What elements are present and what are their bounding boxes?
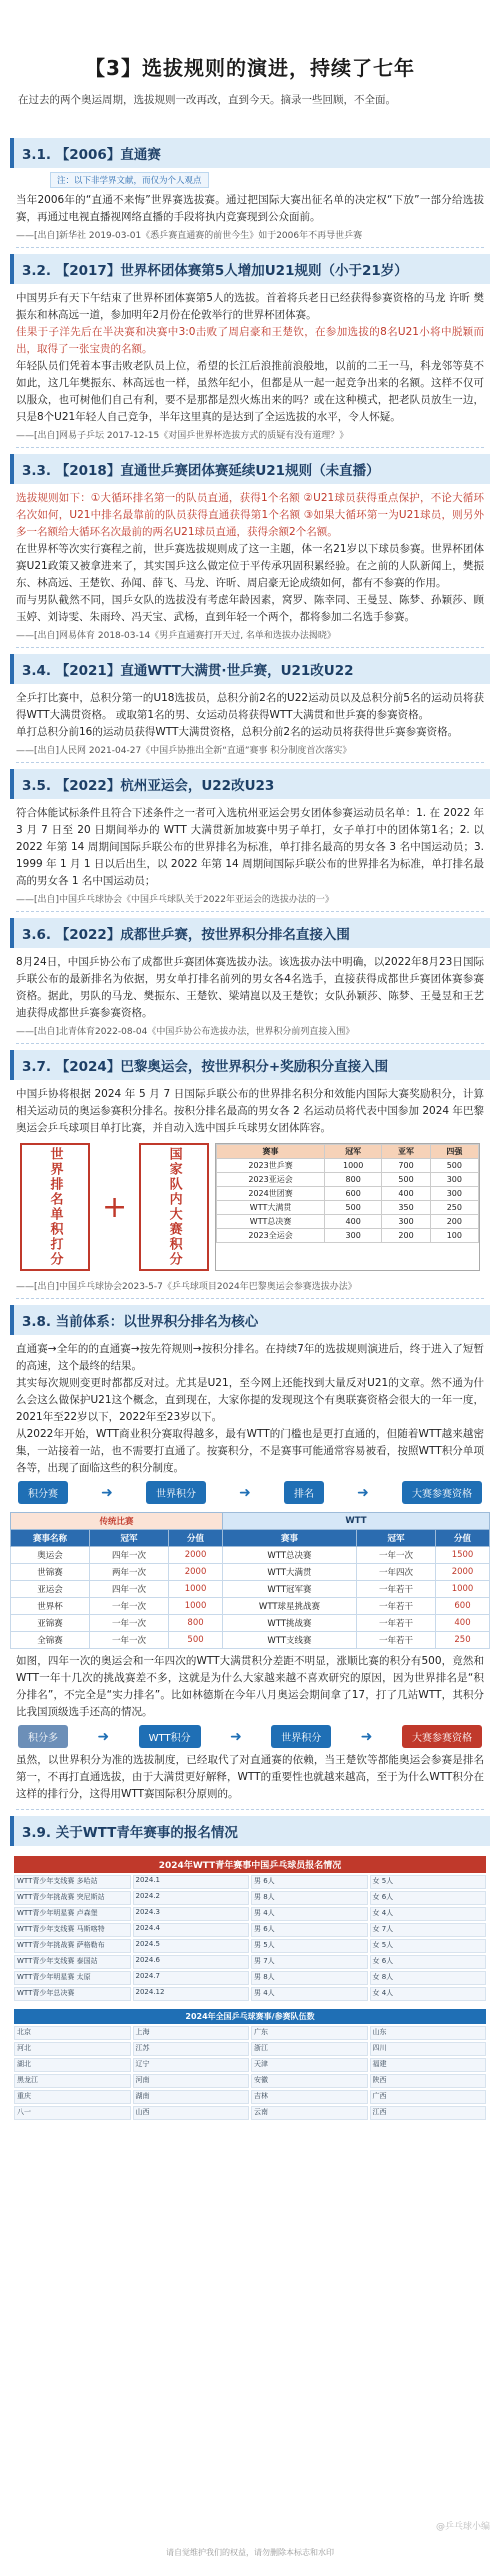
- arrow-right-icon: ➜: [101, 1484, 113, 1501]
- table-row: [11, 1615, 490, 1632]
- table-title: 2024年全国乒乓球赛事/参赛队伍数: [14, 2009, 486, 2024]
- table-row: [217, 1215, 479, 1229]
- flow-step: WTT积分: [139, 1725, 201, 1748]
- plus-icon: +: [102, 1189, 128, 1225]
- table-cell: 一年一次: [90, 1598, 169, 1615]
- footer-text: 请自觉维护我们的权益，请勿删除本标志和水印: [166, 2548, 334, 2557]
- section-3-1: [10, 138, 490, 241]
- table-cell: 一年若干: [356, 1632, 435, 1649]
- table-cell: 800: [324, 1173, 381, 1187]
- table-cell: 女 5人: [370, 1875, 487, 1889]
- table-cell: 女 7人: [370, 1923, 487, 1937]
- table-cell: WTT总决赛: [223, 1547, 357, 1564]
- intro-text: 在过去的两个奥运周期，选拔规则一改再改，直到今天。摘录一些回顾，不全面。: [18, 94, 396, 106]
- world-ranking-box: 世界排名单积打分: [20, 1143, 90, 1271]
- table-cell: 广西: [370, 2090, 487, 2104]
- selection-diagram: [10, 1137, 490, 1277]
- source-citation: ——[出自]人民网 2021-04-27《中国乒协推出全新“直通”赛事 积分制度首次落实》: [16, 746, 352, 756]
- table-row: [11, 1598, 490, 1615]
- divider: [16, 1043, 484, 1044]
- flow-step: 积分多: [18, 1725, 68, 1748]
- divider: [16, 247, 484, 248]
- table-cell: 600: [436, 1598, 490, 1615]
- source-citation: ——[出自]中国乒乓球协会《中国乒乓球队关于2022年亚运会的选拔办法的一》: [16, 895, 334, 905]
- table-cell: 2024.2: [133, 1891, 250, 1905]
- section-heading: 3.5. 【2022】杭州亚运会，U22改U23: [10, 769, 490, 799]
- paragraph: 其实每次规则变更时都都反对过。尤其是U21，至今网上还能找到大量反对U21的文章。然不通为什么会这么做保护U21这个概念，直到现在，大家你提的发现现这个有奥联赛资格会很大的一年一度，2021年至22岁以下，2022年至23岁以下。: [16, 1377, 484, 1423]
- table-cell: 250: [430, 1201, 478, 1215]
- table-cell: 2024.1: [133, 1875, 250, 1889]
- table-cell: 1000: [436, 1581, 490, 1598]
- table-cell: 一年若干: [356, 1598, 435, 1615]
- arrow-right-icon: ➜: [239, 1484, 251, 1501]
- table-cell: 云南: [251, 2106, 368, 2120]
- table-cell: 250: [436, 1632, 490, 1649]
- table-cell: 男 8人: [251, 1891, 368, 1905]
- table-cell: WTT支线赛: [223, 1632, 357, 1649]
- table-row: [11, 1632, 490, 1649]
- table-row: [217, 1229, 479, 1243]
- table-cell: 男 6人: [251, 1875, 368, 1889]
- table-cell: 福建: [370, 2058, 487, 2072]
- table-cell: 300: [382, 1215, 430, 1229]
- divider: [16, 1298, 484, 1299]
- table-cell: WTT大满贯: [217, 1201, 325, 1215]
- domestic-points-box: 国家队内大赛积分: [139, 1143, 209, 1271]
- flow-step: 大赛参赛资格: [402, 1481, 482, 1504]
- table-cell: 1000: [169, 1598, 223, 1615]
- paragraph: 从2022年开始，WTT商业积分赛取得越多，最有WTT的门槛也是更打直通的，但随着WTT越来越密集，一站接着一站，也不需要打直通了。按赛积分，不是赛事可能通常容易被看，按照WTT积分单项各等，出现了面临这些的积分制度。: [16, 1428, 484, 1474]
- table-row: [11, 1547, 490, 1564]
- table-cell: 一年一次: [356, 1547, 435, 1564]
- table-cell: 1000: [324, 1159, 381, 1173]
- paragraph-highlight: 佳果于子洋先后在半决赛和决赛中3:0击败了周启豪和王楚钦，在参加选拔的8名U21小将中脱颖而出，取得了一张宝贵的名额。: [16, 326, 484, 355]
- section-heading: 3.1. 【2006】直通赛: [10, 138, 490, 168]
- table-cell: 一年若干: [356, 1615, 435, 1632]
- table-cell: 广东: [251, 2026, 368, 2040]
- paragraph: 年轻队员们凭着本事击败老队员上位，希望的长江后浪推前浪般地，以前的二王一马，科龙邻等莫不如此，这几年樊振东、林高远也一样，虽然年纪小，但都是从一起一起竞争出来的名额。这样不仅可以服众，也可树他们自己有利，要不是那都是烈火炼出来的吗？或在这种模式，把老队员放生一边，只是8个U21年轻人自己竞争，半年这里真的是达到了全运选拔的水平，令人怀疑。: [16, 360, 484, 423]
- section-3-2: [10, 254, 490, 441]
- flow-step: 世界积分: [271, 1725, 331, 1748]
- table-cell: 2000: [169, 1564, 223, 1581]
- table-cell: 黑龙江: [14, 2074, 131, 2088]
- table-cell: 500: [324, 1201, 381, 1215]
- section-3-8: [10, 1305, 490, 1803]
- paragraph: 如图，四年一次的奥运会和一年四次的WTT大满贯积分差距不明显，涨顺比赛的积分有500，竟然和WTT一年十几次的挑战赛差不多，这就是为什么大家越来越不喜欢研究的原因，因为世界排名是“积分排名”，不完全是“实力排名”。比如林德斯在今年八月奥运会期间拿了17，打了几站WTT，其积分比我国顶级选手还高的情况。: [16, 1655, 484, 1718]
- table-cell: 辽宁: [133, 2058, 250, 2072]
- table-cell: 300: [430, 1173, 478, 1187]
- table-cell: WTT青少年挑战赛 萨格勒布: [14, 1939, 131, 1953]
- table-cell: 2024.6: [133, 1955, 250, 1969]
- table-cell: 700: [382, 1159, 430, 1173]
- table-row: [217, 1173, 479, 1187]
- table-cell: WTT青少年总决赛: [14, 1987, 131, 2001]
- paragraph: 符合体能试标条件且符合下述条件之一者可入选杭州亚运会男女团体参赛运动员名单：1. 在 2022 年 3 月 7 日至 20 日期间举办的 WTT 大满贯新加坡赛中男子单打，女子单打中的团体第1名；2. 以 2022 年第 14 周期间国际乒联公布的世界排名为标准，单打排名最高的男女各 3 名中国运动员；3. 1999 年 1 月 1 日以后出生，以 2022 年第 14 周期间国际乒联公布的世界排名为标准，单打排名最高的男女各 1 名中国运动员；: [16, 807, 484, 887]
- table-cell: 男 5人: [251, 1939, 368, 1953]
- section-heading: 3.3. 【2018】直通世乒赛团体赛延续U21规则（未直播）: [10, 454, 490, 484]
- bonus-points-table: [215, 1143, 480, 1271]
- table-cell: 600: [324, 1187, 381, 1201]
- column-header: 冠军: [90, 1530, 169, 1547]
- paragraph: 直通赛→全年的的直通赛→按先符规则→按积分排名。在持续7年的选拔规则演进后，终于进入了短暂的高速，这个最终的结果。: [16, 1343, 484, 1372]
- table-cell: 山东: [370, 2026, 487, 2040]
- section-3-6: [10, 918, 490, 1037]
- table-cell: WTT冠军赛: [223, 1581, 357, 1598]
- table-cell: 1500: [436, 1547, 490, 1564]
- table-cell: 河南: [133, 2074, 250, 2088]
- table-cell: 2000: [436, 1564, 490, 1581]
- paragraph: 在世界杯等次实行赛程之前，世乒赛选拔规则成了这一主题，体一名21岁以下球员参赛。世界杯团体赛U21政策又被拿进来了，其实国乒这么做定位于平传承巩固积累经验。在之前的人队新闻上，樊振东、林高远、王楚钦、孙闻、薛飞、马龙、许昕、周启豪无论成绩如何，都有不参赛的作用。: [16, 543, 484, 589]
- table-cell: WTT青少年支线赛 泰国站: [14, 1955, 131, 1969]
- table-cell: WTT青少年支线赛 马斯喀特: [14, 1923, 131, 1937]
- source-citation: ——[出自]北青体育2022-08-04《中国乒协公布选拔办法，世界积分前列直接入围》: [16, 1027, 355, 1037]
- table-cell: 江苏: [133, 2042, 250, 2056]
- table-cell: WTT球星挑战赛: [223, 1598, 357, 1615]
- table-cell: 一年若干: [356, 1581, 435, 1598]
- table-cell: WTT青少年明星赛 卢森堡: [14, 1907, 131, 1921]
- column-header: 赛事: [223, 1530, 357, 1547]
- table-cell: 天津: [251, 2058, 368, 2072]
- table-cell: 河北: [14, 2042, 131, 2056]
- flow-step: 积分赛: [18, 1481, 68, 1504]
- table-cell: 一年一次: [90, 1632, 169, 1649]
- column-header: 冠军: [356, 1530, 435, 1547]
- divider: [16, 647, 484, 648]
- wtt-province-table: [10, 2005, 490, 2124]
- table-cell: 1000: [169, 1581, 223, 1598]
- table-cell: 两年一次: [90, 1564, 169, 1581]
- source-citation: ——[出自]网易体育 2018-03-14《男乒直通赛打开天过, 名单和选拔办法揭晓》: [16, 631, 336, 641]
- table-cell: WTT大满贯: [223, 1564, 357, 1581]
- table-cell: 奥运会: [11, 1547, 90, 1564]
- table-cell: 重庆: [14, 2090, 131, 2104]
- table-cell: 女 5人: [370, 1939, 487, 1953]
- table-cell: 湖北: [14, 2058, 131, 2072]
- divider: [16, 762, 484, 763]
- table-row: [11, 1564, 490, 1581]
- table-cell: WTT青少年明星赛 太原: [14, 1971, 131, 1985]
- paragraph: 虽然，以世界积分为准的选拔制度，已经取代了对直通赛的依赖，当王楚钦等都能奥运会参赛是排名第一，不再打直通选拔，由于大满贯更好解释，WTT的重要性也就越来越高，至于为什么WTT积分在这样的排行分，这得用WTT赛国际积分原则的。: [16, 1754, 484, 1800]
- table-cell: 500: [430, 1159, 478, 1173]
- table-cell: 2000: [169, 1547, 223, 1564]
- table-cell: 男 8人: [251, 1971, 368, 1985]
- table-cell: 女 4人: [370, 1987, 487, 2001]
- note-tag: 注：以下非学界文献，而仅为个人观点: [50, 172, 209, 188]
- table-cell: 2024.5: [133, 1939, 250, 1953]
- table-cell: 2023世乒赛: [217, 1159, 325, 1173]
- section-heading: 3.9. 关于WTT青年赛事的报名情况: [10, 1816, 490, 1846]
- table-cell: 八一: [14, 2106, 131, 2120]
- table-cell: WTT青少年挑战赛 突尼斯站: [14, 1891, 131, 1905]
- table-cell: 陕西: [370, 2074, 487, 2088]
- table-cell: 女 4人: [370, 1907, 487, 1921]
- group-header: WTT: [223, 1513, 490, 1530]
- table-cell: 男 4人: [251, 1907, 368, 1921]
- table-cell: 200: [430, 1215, 478, 1229]
- table-cell: 2023亚运会: [217, 1173, 325, 1187]
- table-cell: 2024.7: [133, 1971, 250, 1985]
- table-cell: 300: [324, 1229, 381, 1243]
- paragraph: 而与男队截然不同，国乒女队的选拔没有考虑年龄因素，窝罗、陈幸同、王曼昱、陈梦、孙颖莎、顾玉婷、刘诗雯、朱雨玲、冯天宝、武杨，直到年轻一个两个，都将参加二名选手参赛。: [16, 594, 484, 623]
- column-header: 赛事名称: [11, 1530, 90, 1547]
- table-cell: 400: [324, 1215, 381, 1229]
- table-cell: 男 4人: [251, 1987, 368, 2001]
- section-heading: 3.8. 当前体系：以世界积分排名为核心: [10, 1305, 490, 1335]
- table-cell: 全锦赛: [11, 1632, 90, 1649]
- table-row: [217, 1201, 479, 1215]
- table-cell: 男 7人: [251, 1955, 368, 1969]
- table-cell: 世界杯: [11, 1598, 90, 1615]
- page-title: 【3】选拔规则的演进，持续了七年: [85, 56, 415, 80]
- table-header: 赛事: [217, 1145, 325, 1159]
- wtt-registration-table: [10, 1852, 490, 2005]
- divider: [16, 447, 484, 448]
- table-cell: 男 6人: [251, 1923, 368, 1937]
- table-cell: 400: [436, 1615, 490, 1632]
- paragraph: 当年2006年的“直通不来悔”世界赛选拔赛。通过把国际大赛出征名单的决定权“下放”一部分给选拔赛，再通过电视直播视网络直播的手段将执内竞赛现到公众面前。: [16, 194, 484, 223]
- table-cell: 江西: [370, 2106, 487, 2120]
- table-cell: 上海: [133, 2026, 250, 2040]
- table-cell: 山西: [133, 2106, 250, 2120]
- table-cell: 四年一次: [90, 1547, 169, 1564]
- table-cell: 四川: [370, 2042, 487, 2056]
- paragraph: 中国男乒有天下午结束了世界杯团体赛第5人的选拔。首着将兵老日已经获得参赛资格的马龙 许昕 樊振东和林高远一道，参加明年2月份在伦敦举行的世界杯团体赛。: [16, 292, 484, 321]
- source-citation: ——[出自]网易子乒坛 2017-12-15《对国乒世界杯选拔方式的质疑有没有道理？》: [16, 431, 349, 441]
- divider: [16, 911, 484, 912]
- paragraph: 中国乒协将根据 2024 年 5 月 7 日国际乒联公布的世界排名积分和效能内国际大赛奖励积分，计算相关运动员的奥运参赛积分排名。按积分排名最高的男女各 2 名运动员将代表中国参加 2024 年巴黎奥运会乒乓球项目单打比赛，并自动入选中国乒乓球男女团体阵容。: [16, 1088, 484, 1134]
- table-cell: 一年四次: [356, 1564, 435, 1581]
- source-citation: ——[出自]新华社 2019-03-01《悉乒赛直通赛的前世今生》如于2006年不再导世乒赛: [16, 231, 363, 241]
- arrow-right-icon: ➜: [357, 1484, 369, 1501]
- table-header: 冠军: [324, 1145, 381, 1159]
- section-3-4: [10, 654, 490, 756]
- section-heading: 3.6. 【2022】成都世乒赛，按世界积分排名直接入围: [10, 918, 490, 948]
- table-cell: 亚锦赛: [11, 1615, 90, 1632]
- table-header: 亚军: [382, 1145, 430, 1159]
- section-3-7: [10, 1050, 490, 1292]
- table-cell: 300: [430, 1187, 478, 1201]
- paragraph-highlight: 选拔规则如下：①大循环排名第一的队员直通，获得1个名额 ②U21球员获得重点保护，不论大循环名次如何，U21中排名最靠前的队员获得直通获得第1个名额 ③如果大循环第一为U21球员，则另外多一名额给大循环名次最前的两名U21球员直通，获得余额2个名额。: [16, 492, 484, 538]
- section-3-3: [10, 454, 490, 641]
- table-title: 2024年WTT青年赛事中国乒乓球员报名情况: [14, 1856, 486, 1873]
- table-cell: 北京: [14, 2026, 131, 2040]
- divider: [16, 1809, 484, 1810]
- group-header: 传统比赛: [11, 1513, 223, 1530]
- column-header: 分值: [169, 1530, 223, 1547]
- table-row: [217, 1159, 479, 1173]
- table-cell: 2024.12: [133, 1987, 250, 2001]
- arrow-right-icon: ➜: [360, 1728, 373, 1745]
- table-cell: WTT总决赛: [217, 1215, 325, 1229]
- table-row: [11, 1581, 490, 1598]
- table-cell: 安徽: [251, 2074, 368, 2088]
- source-citation: ——[出自]中国乒乓球协会2023-5-7《乒乓球项目2024年巴黎奥运会参赛选拔办法》: [16, 1282, 357, 1292]
- table-cell: 吉林: [251, 2090, 368, 2104]
- arrow-right-icon: ➜: [97, 1728, 110, 1745]
- section-3-9: [10, 1816, 490, 2124]
- table-cell: 浙江: [251, 2042, 368, 2056]
- table-cell: 350: [382, 1201, 430, 1215]
- paragraph: 单打总积分前16的运动员获得WTT大满贯资格，总积分前2名的运动员将获得世乒赛参赛资格。: [16, 726, 459, 738]
- table-row: [217, 1187, 479, 1201]
- column-header: 分值: [436, 1530, 490, 1547]
- flow-step: 世界积分: [146, 1481, 206, 1504]
- watermark: @乒乓球小编: [435, 2522, 490, 2532]
- table-cell: 女 6人: [370, 1891, 487, 1905]
- arrow-right-icon: ➜: [230, 1728, 242, 1745]
- table-cell: 100: [430, 1229, 478, 1243]
- flow-chart: [10, 1477, 490, 1508]
- flow-step: 大赛参赛资格: [402, 1725, 482, 1748]
- flow-step: 排名: [284, 1481, 324, 1504]
- table-cell: 亚运会: [11, 1581, 90, 1598]
- section-heading: 3.7. 【2024】巴黎奥运会，按世界积分+奖励积分直接入围: [10, 1050, 490, 1080]
- paragraph: 8月24日，中国乒协公布了成都世乒赛团体赛选拔办法。该选拔办法中明确，以2022年8月23日国际乒联公布的最新排名为依据，男女单打排名前列的男女各4名选手，直接获得成都世乒赛团体赛参赛资格。据此，男队的马龙、樊振东、王楚钦、梁靖崑以及王楚钦；女队孙颖莎、陈梦、王曼昱和王艺迪获得成都世乒赛参赛资格。: [16, 956, 484, 1019]
- table-cell: 世锦赛: [11, 1564, 90, 1581]
- flow-chart-2: [10, 1721, 490, 1752]
- table-cell: 2023全运会: [217, 1229, 325, 1243]
- table-cell: 四年一次: [90, 1581, 169, 1598]
- table-cell: 2024.3: [133, 1907, 250, 1921]
- table-cell: 女 6人: [370, 1955, 487, 1969]
- table-header: 四强: [430, 1145, 478, 1159]
- table-cell: 500: [169, 1632, 223, 1649]
- table-cell: 200: [382, 1229, 430, 1243]
- table-cell: 2024.4: [133, 1923, 250, 1937]
- table-cell: 500: [382, 1173, 430, 1187]
- table-cell: 800: [169, 1615, 223, 1632]
- points-table: [10, 1512, 490, 1649]
- table-cell: 400: [382, 1187, 430, 1201]
- section-heading: 3.2. 【2017】世界杯团体赛第5人增加U21规则（小于21岁）: [10, 254, 490, 284]
- table-cell: WTT挑战赛: [223, 1615, 357, 1632]
- paragraph: 全乒打比赛中，总积分第一的U18选拔员，总积分前2名的U22运动员以及总积分前5名的运动员将获得WTT大满贯资格。 或取第1名的男、女运动员将获得WTT大满贯和世乒赛的参赛资格。: [16, 692, 484, 721]
- table-cell: 一年一次: [90, 1615, 169, 1632]
- table-cell: 女 8人: [370, 1971, 487, 1985]
- table-cell: 湖南: [133, 2090, 250, 2104]
- section-heading: 3.4. 【2021】直通WTT大满贯·世乒赛，U21改U22: [10, 654, 490, 684]
- table-cell: 2024世团赛: [217, 1187, 325, 1201]
- section-3-5: [10, 769, 490, 905]
- table-cell: WTT青少年支线赛 多哈站: [14, 1875, 131, 1889]
